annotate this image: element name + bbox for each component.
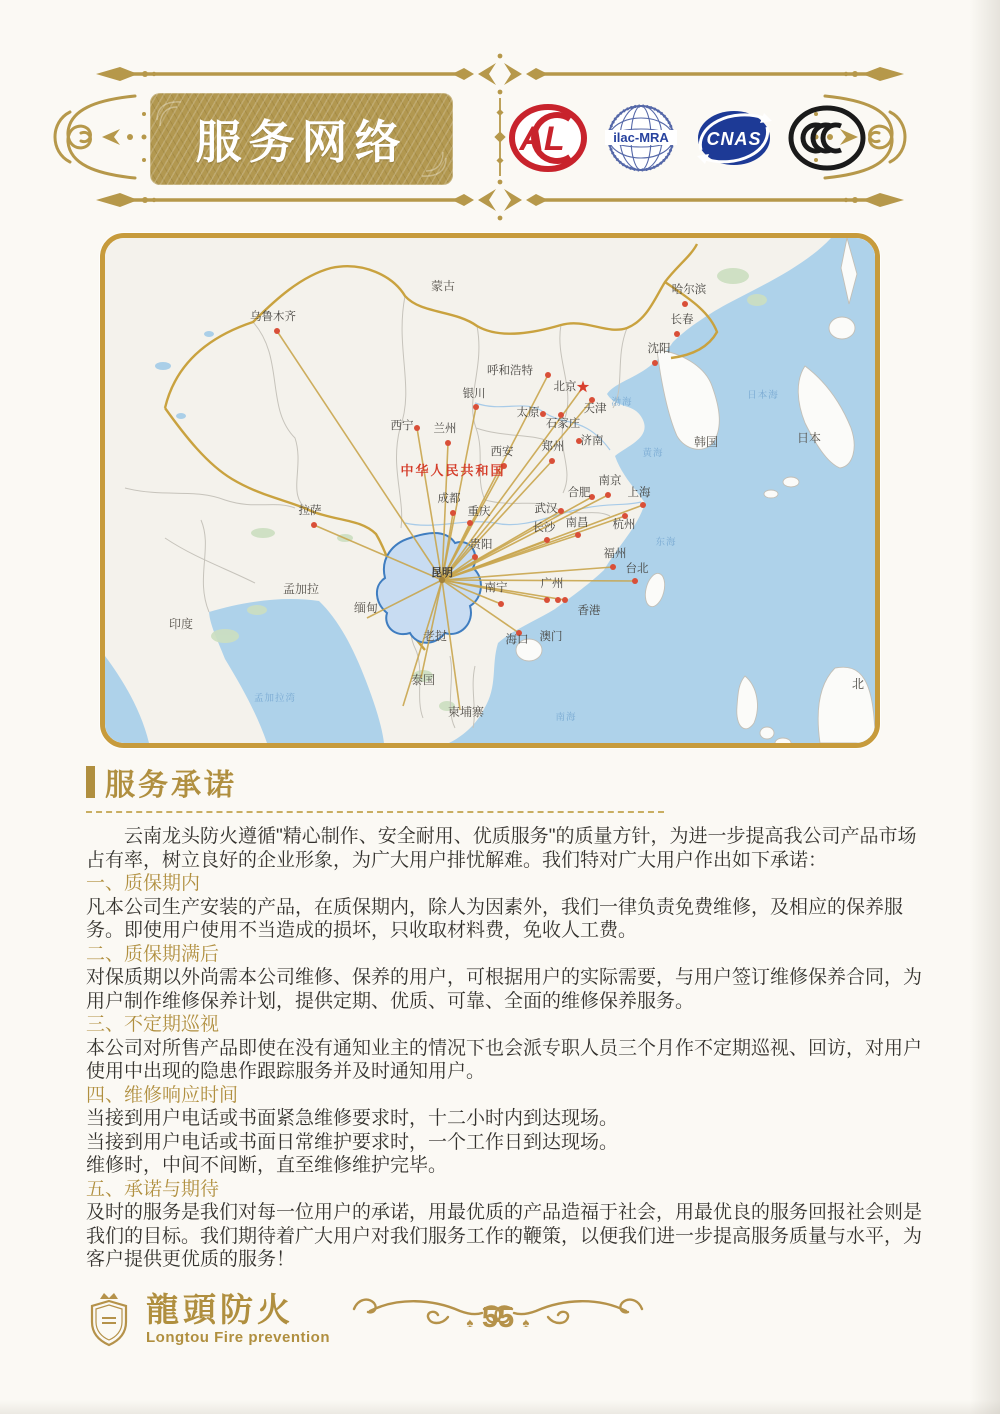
- city-dot: [652, 360, 658, 366]
- section-heading: 三、不定期巡视: [86, 1014, 220, 1035]
- city-label: 北京: [553, 381, 577, 393]
- section-paragraph: 及时的服务是我们对每一位用户的承诺，用最优质的产品造福于社会，用最优良的服务回报社会则是我们的目标。我们期待着广大用户对我们服务工作的鞭策，以便我们进一步提高服务质量与水平，为客户提供更优质的服务！: [86, 1202, 923, 1270]
- city-label: 郑州: [541, 441, 565, 453]
- badge-corner-flourish: [418, 150, 448, 180]
- nation-label: 中华人民共和国: [400, 463, 506, 478]
- torn-paper-edge: [970, 0, 1000, 1414]
- city-label: 乌鲁木齐: [250, 311, 296, 323]
- sea-label: 黄海: [642, 448, 664, 459]
- page-title: 服务网络: [195, 116, 408, 168]
- spade-icon: ♠: [466, 1315, 474, 1330]
- country-label: 韩国: [693, 435, 719, 449]
- city-dot: [473, 404, 479, 410]
- frame-center-divider: [494, 98, 505, 176]
- city-label: 南京: [598, 475, 622, 487]
- city-label: 海口: [505, 634, 529, 646]
- city-label: 银川: [462, 388, 486, 400]
- city-label: 杭州: [612, 519, 636, 531]
- city-label: 兰州: [433, 423, 457, 435]
- commitment-intro: 云南龙头防火遵循"精心制作、安全耐用、优质服务"的质量方针，为进一步提高我公司产品市场占有率，树立良好的企业形象，为广大用户排忧解难。我们特对广大用户作出如下承诺：: [86, 826, 917, 871]
- sea-label: 孟加拉湾: [253, 693, 297, 704]
- page-number-ornament: [348, 1287, 648, 1344]
- ilac-mra-cert-icon: [599, 101, 683, 175]
- city-dot: [450, 510, 456, 516]
- footer-brand: [82, 1291, 330, 1347]
- city-label: 重庆: [467, 506, 491, 518]
- city-label: 南宁: [484, 582, 508, 594]
- ccc-cert-icon: [785, 101, 869, 175]
- cnas-cert-icon: [692, 101, 776, 175]
- country-label: 印度: [168, 617, 194, 631]
- brand-name-en: Longtou Fire prevention: [146, 1329, 330, 1346]
- section-paragraph: 当接到用户电话或书面紧急维修要求时，十二小时内到达现场。: [86, 1108, 619, 1129]
- city-label: 南昌: [565, 517, 589, 529]
- city-label: 拉萨: [298, 505, 322, 517]
- city-dot: [472, 554, 478, 560]
- city-label: 长春: [670, 314, 694, 326]
- city-label: 哈尔滨: [671, 284, 707, 296]
- country-label: 蒙古: [430, 279, 456, 293]
- city-dot: [544, 537, 550, 543]
- commitment-body: [86, 872, 933, 1272]
- frame-left-flourish: [55, 96, 147, 178]
- city-dot: [562, 597, 568, 603]
- city-dot: [544, 597, 550, 603]
- city-label: 福州: [603, 548, 627, 560]
- city-label: 澳门: [539, 631, 563, 643]
- city-label: 贵阳: [469, 539, 493, 551]
- city-dot: [555, 597, 561, 603]
- city-dot: [545, 372, 551, 378]
- section-paragraph: 凡本公司生产安装的产品，在质保期内，除人为因素外，我们一律负责免费维修，及相应的保养服务。即使用户使用不当造成的损坏，只收取材料费，免收人工费。: [86, 896, 904, 941]
- page-number-flourish: [348, 1287, 648, 1339]
- city-dot: [540, 411, 546, 417]
- country-label: 孟加拉: [282, 582, 320, 596]
- city-label: 武汉: [534, 503, 558, 515]
- service-line: [442, 580, 635, 581]
- section-paragraph: 对保质期以外尚需本公司维修、保养的用户，可根据用户的实际需要，与用户签订维修保养合同，为用户制作维修保养计划，提供定期、优质、可靠、全面的维修保养服务。: [86, 967, 923, 1012]
- frame-bottom-bar: [96, 180, 904, 221]
- city-dot: [414, 425, 420, 431]
- city-label: 广州: [540, 578, 564, 590]
- city-label: 西宁: [390, 420, 414, 432]
- city-label: 沈阳: [647, 343, 671, 355]
- country-label: 日本: [796, 431, 822, 445]
- city-dot: [610, 564, 616, 570]
- yunnan-province: [377, 533, 481, 643]
- city-dot: [274, 328, 280, 334]
- city-dot: [640, 502, 646, 508]
- city-dot: [605, 492, 611, 498]
- city-label: 长沙: [532, 522, 556, 534]
- ilac-mra-text: ilac-MRA: [613, 130, 669, 145]
- cal-cert-icon: [506, 101, 590, 175]
- section-paragraph: 当接到用户电话或书面日常维护要求时，一个工作日到达现场。: [86, 1131, 619, 1153]
- commitment-section: [86, 760, 933, 1272]
- north-indicator: 北: [851, 677, 865, 691]
- frame-top-bar: [96, 54, 904, 95]
- city-label: 石家庄: [545, 418, 581, 430]
- city-dot: [445, 440, 451, 446]
- cal-letters: AL: [519, 120, 565, 158]
- sea-label: 渤海: [611, 397, 633, 408]
- city-label: 合肥: [567, 487, 591, 499]
- country-label: 缅甸: [353, 601, 379, 615]
- city-label: 天津: [583, 403, 607, 415]
- city-dot: [632, 578, 638, 584]
- city-dot: [558, 508, 564, 514]
- cnas-text: CNAS: [706, 129, 762, 149]
- brand-name-cn: 龍頭防火: [146, 1291, 294, 1328]
- city-dot: [498, 601, 504, 607]
- city-label: 台北: [625, 563, 649, 575]
- city-dot: [682, 301, 688, 307]
- brand-text: [146, 1293, 330, 1345]
- sea-label: 东海: [655, 537, 677, 548]
- city-label: 呼和浩特: [487, 365, 533, 377]
- city-dot: [674, 331, 680, 337]
- hub-city-label: 昆明: [431, 567, 453, 579]
- section-title: 服务承诺: [105, 769, 237, 802]
- page-bottom-shadow: [0, 1400, 1000, 1414]
- section-heading: 一、质保期内: [86, 873, 201, 894]
- city-label: 西安: [490, 446, 514, 458]
- city-dot: [467, 520, 473, 526]
- city-dot: [575, 532, 581, 538]
- cert-logos: [506, 101, 869, 175]
- section-heading: 二、质保期满后: [86, 943, 220, 965]
- brand-shield-icon: [82, 1291, 136, 1347]
- city-label: 济南: [580, 435, 604, 447]
- section-title-row: [86, 760, 933, 804]
- country-label: 泰国: [410, 673, 436, 687]
- section-paragraph: 本公司对所售产品即使在没有通知业主的情况下也会派专职人员三个月作不定期巡视、回访，对用户使用中出现的隐患作跟踪服务并及时通知用户。: [86, 1037, 923, 1082]
- city-dot: [311, 522, 317, 528]
- page-number: 55: [481, 1302, 515, 1334]
- sea-label: 南海: [555, 712, 577, 723]
- title-accent-bar: [86, 766, 95, 798]
- map-svg: [105, 238, 875, 743]
- country-label: 柬埔寨: [447, 705, 485, 719]
- section-heading: 五、承诺与期待: [86, 1178, 220, 1200]
- country-label: 老挝: [422, 629, 448, 643]
- city-label: 太原: [516, 407, 540, 419]
- city-dot: [549, 458, 555, 464]
- city-label: 香港: [577, 605, 601, 617]
- city-label: 上海: [627, 487, 651, 499]
- city-label: 成都: [437, 493, 461, 505]
- badge-corner-flourish: [155, 98, 185, 128]
- page-title-badge: [150, 93, 453, 185]
- spade-icon: ♠: [522, 1315, 530, 1330]
- section-paragraph: 维修时，中间不间断，直至维修维护完毕。: [86, 1155, 448, 1176]
- title-dashed-divider: [86, 811, 664, 813]
- sea-label: 日本海: [747, 390, 779, 401]
- section-heading: 四、维修响应时间: [86, 1084, 239, 1106]
- china-service-map: [100, 233, 880, 748]
